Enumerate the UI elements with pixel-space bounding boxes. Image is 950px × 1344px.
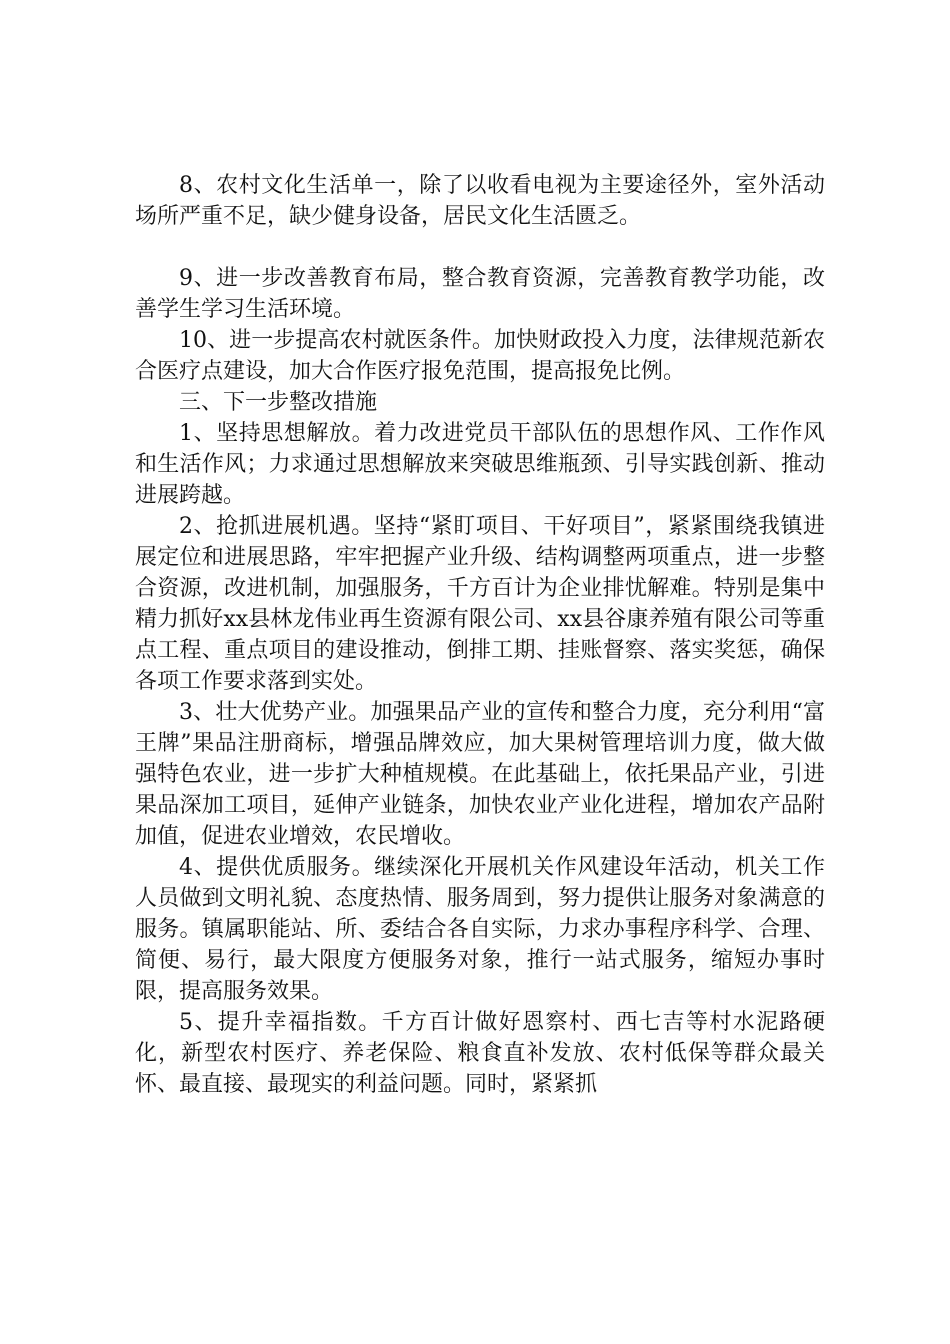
paragraph-item-10: 10、进一步提高农村就医条件。加快财政投入力度，法律规范新农合医疗点建设，加大合作医疗报免范围，提高报免比例。: [135, 328, 825, 384]
document-body: [135, 170, 825, 1100]
paragraph-item-9: 9、进一步改善教育布局，整合教育资源，完善教育教学功能，改善学生学习生活环境。: [135, 266, 825, 322]
paragraph-measure-5: 5、提升幸福指数。千方百计做好恩察村、西七吉等村水泥路硬化，新型农村医疗、养老保险、粮食直补发放、农村低保等群众最关怀、最直接、最现实的利益问题。同时，紧紧抓: [135, 1010, 825, 1097]
paragraph-item-8: 8、农村文化生活单一，除了以收看电视为主要途径外，室外活动场所严重不足，缺少健身设备，居民文化生活匮乏。: [135, 173, 825, 229]
paragraph-measure-4: 4、提供优质服务。继续深化开展机关作风建设年活动，机关工作人员做到文明礼貌、态度热情、服务周到，努力提供让服务对象满意的服务。镇属职能站、所、委结合各自实际，力求办事程序科学、合理、简便、易行，最大限度方便服务对象，推行一站式服务，缩短办事时限，提高服务效果。: [135, 855, 825, 1004]
paragraph-measure-3: 3、壮大优势产业。加强果品产业的宣传和整合力度，充分利用“富王牌”果品注册商标，增强品牌效应，加大果树管理培训力度，做大做强特色农业，进一步扩大种植规模。在此基础上，依托果品产业，引进果品深加工项目，延伸产业链条，加快农业产业化进程，增加农产品附加值，促进农业增效，农民增收。: [135, 700, 825, 849]
paragraph-measure-2: 2、抢抓进展机遇。坚持“紧盯项目、干好项目”，紧紧围绕我镇进展定位和进展思路，牢牢把握产业升级、结构调整两项重点，进一步整合资源，改进机制，加强服务，千方百计为企业排忧解难。特别是集中精力抓好xx县林龙伟业再生资源有限公司、xx县谷康养殖有限公司等重点工程、重点项目的建设推动，倒排工期、挂账督察、落实奖惩，确保各项工作要求落到实处。: [135, 514, 825, 694]
paragraph-measure-1: 1、坚持思想解放。着力改进党员干部队伍的思想作风、工作作风和生活作风；力求通过思想解放来突破思维瓶颈、引导实践创新、推动进展跨越。: [135, 421, 825, 508]
section-heading: 三、下一步整改措施: [179, 390, 378, 415]
